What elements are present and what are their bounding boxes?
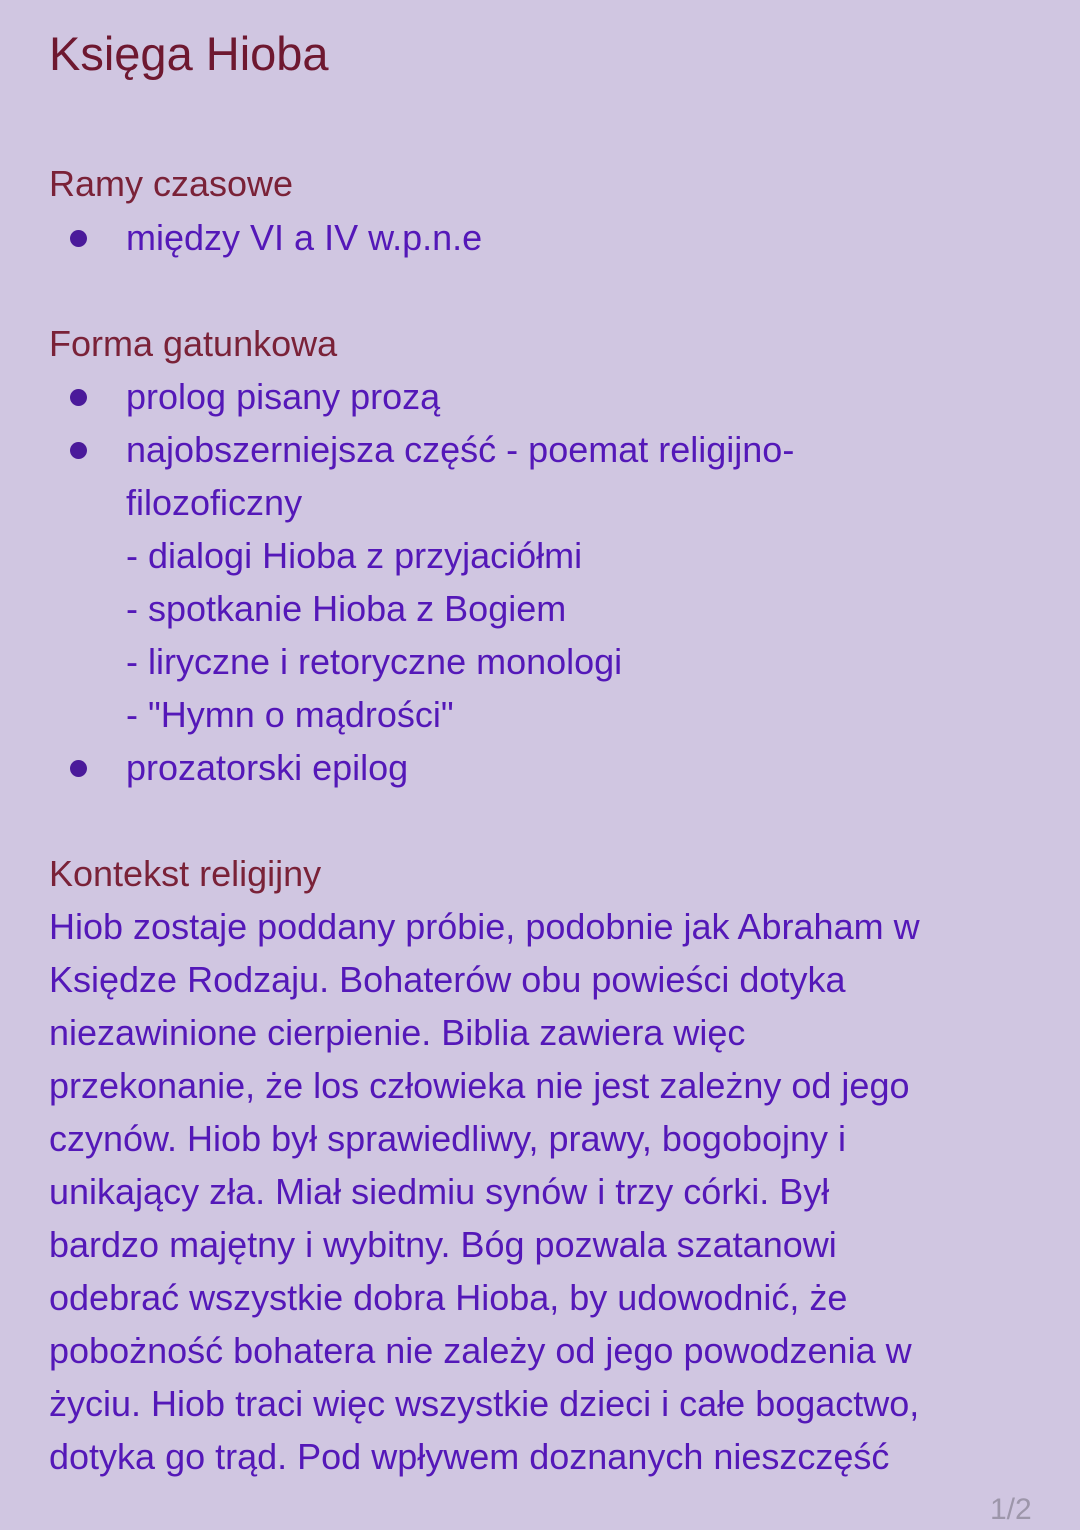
sub-list-item: - liryczne i retoryczne monologi xyxy=(126,641,623,682)
list-item-text: prozatorski epilog xyxy=(126,747,409,788)
paragraph-line: Księdze Rodzaju. Bohaterów obu powieści dotyka xyxy=(49,959,846,1000)
sub-list-item: - "Hymn o mądrości" xyxy=(126,694,454,735)
section-heading-ramy-czasowe: Ramy czasowe xyxy=(49,163,294,204)
section-heading-forma-gatunkowa: Forma gatunkowa xyxy=(49,323,338,364)
section-heading-kontekst-religijny: Kontekst religijny xyxy=(49,853,322,894)
list-item-text: najobszerniejsza część - poemat religijno- xyxy=(126,429,795,470)
paragraph-line: pobożność bohatera nie zależy od jego powodzenia w xyxy=(49,1330,912,1371)
list-item xyxy=(0,211,1080,264)
list-item xyxy=(0,423,1080,476)
page-title: Księga Hioba xyxy=(49,27,329,80)
list-item-text: między VI a IV w.p.n.e xyxy=(126,217,483,258)
paragraph-line: przekonanie, że los człowieka nie jest zależny od jego xyxy=(49,1065,910,1106)
paragraph-line: niezawinione cierpienie. Biblia zawiera więc xyxy=(49,1012,746,1053)
paragraph-line: czynów. Hiob był sprawiedliwy, prawy, bogobojny i xyxy=(49,1118,847,1159)
paragraph-line: Hiob zostaje poddany próbie, podobnie jak Abraham w xyxy=(49,906,920,947)
list-item xyxy=(0,741,1080,794)
paragraph-line: życiu. Hiob traci więc wszystkie dzieci i całe bogactwo, xyxy=(49,1383,920,1424)
list-item-text: prolog pisany prozą xyxy=(126,376,441,417)
bullet-icon xyxy=(70,760,87,777)
list-item-text-continuation: filozoficzny xyxy=(126,482,303,523)
bullet-icon xyxy=(70,389,87,406)
paragraph-line: bardzo majętny i wybitny. Bóg pozwala szatanowi xyxy=(49,1224,837,1265)
paragraph-line: dotyka go trąd. Pod wpływem doznanych nieszczęść xyxy=(49,1436,890,1477)
bullet-icon xyxy=(70,442,87,459)
bullet-icon xyxy=(70,230,87,247)
paragraph-line: odebrać wszystkie dobra Hioba, by udowodnić, że xyxy=(49,1277,848,1318)
sub-list-item: - dialogi Hioba z przyjaciółmi xyxy=(126,535,583,576)
sub-list-item: - spotkanie Hioba z Bogiem xyxy=(126,588,567,629)
paragraph-line: unikający zła. Miał siedmiu synów i trzy córki. Był xyxy=(49,1171,830,1212)
list-item xyxy=(0,370,1080,423)
page-number: 1/2 xyxy=(990,1493,1032,1526)
